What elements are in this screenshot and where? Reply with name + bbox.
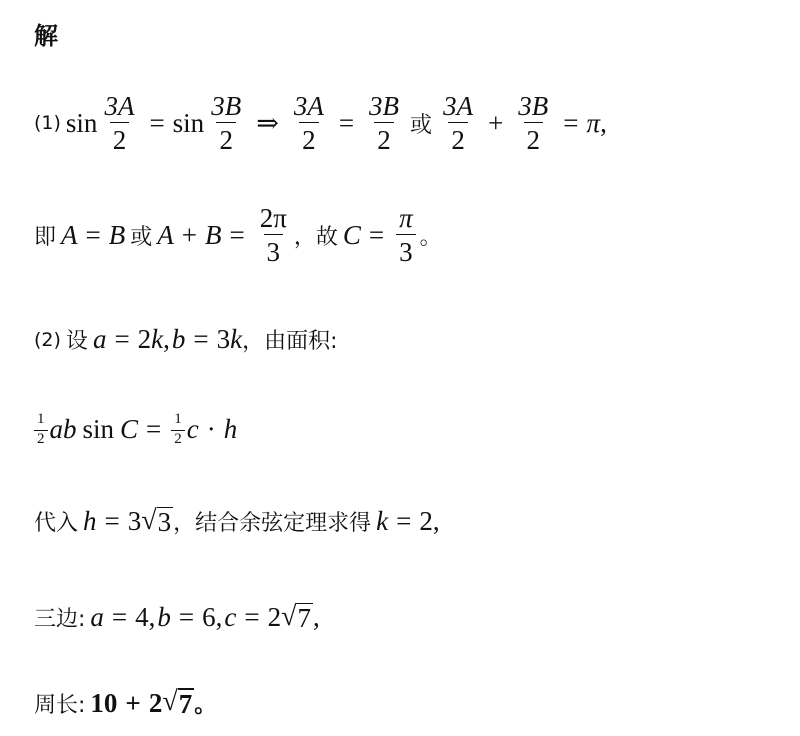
dot-operator: · [206,414,216,445]
fraction-3b-over-2: $\frac{3B}{2}$ [518,91,549,156]
period: 。 [194,693,217,718]
equation-line-4 [34,412,237,448]
var-ab: ab [49,414,77,445]
var-a: A [61,219,78,250]
equals-sign: = [149,107,165,138]
equals-sign: = [85,219,101,250]
square-root-3: √ 3 [141,504,172,537]
implies-arrow: ⇒ [256,107,279,138]
equation-line-6: 三边: a = 4 , b = 6 , c = 2 √ 7 , [34,600,320,633]
equals-sign: = [178,602,195,632]
equals-sign: = [244,602,260,632]
equals-sign: = [396,506,412,536]
perimeter-label: 周长: [34,693,86,718]
sin-function: sin [172,107,205,138]
equals-sign: = [104,506,120,536]
equation-line-3: (2) 设 a = 2 k , b = 3 k ，由面积: [34,324,338,354]
fraction-3b-over-2: $\frac{3B}{2}$ [369,91,400,156]
square-root-7: √ 7 [281,600,311,633]
pi-symbol: π [586,107,601,138]
solution-heading: 解 [34,22,58,50]
var-c-lower: c [186,414,199,445]
plus-sign: + [125,688,141,718]
part-label: (2) [34,328,61,351]
or-word: 或 [130,224,153,250]
fraction-3a-over-2: $\frac{3A}{2}$ [104,91,135,156]
sin-function: sin [65,107,98,138]
fraction-one-half: $\frac{1}{2}$ [34,412,48,448]
sin-function: sin [82,414,115,445]
var-a: A [157,219,174,250]
var-b: b [157,602,171,632]
var-k: k [376,506,389,536]
area-text: ，由面积: [242,329,338,354]
therefore-word: ，故 [293,224,338,250]
comma: , [600,107,607,138]
period: 。 [419,224,442,250]
or-word: 或 [410,112,433,138]
fraction-3a-over-2: $\frac{3A}{2}$ [443,91,474,156]
fraction-3a-over-2: $\frac{3A}{2}$ [293,91,324,156]
var-h: h [223,414,238,445]
equals-sign: = [338,107,355,138]
var-h: h [83,506,97,536]
plus-sign: + [181,219,197,250]
equals-sign: = [368,219,385,250]
substitute-word: 代入 [34,511,79,536]
equation-line-1 [34,92,607,155]
equals-sign: = [229,219,245,250]
plus-sign: + [488,107,504,138]
var-b: b [171,324,186,354]
var-b: B [108,219,126,250]
fraction-one-half: $\frac{1}{2}$ [171,412,185,448]
equals-sign: = [563,107,579,138]
var-b: B [205,219,222,250]
fraction-pi-over-3: $\frac{\pi}{3}$ [396,204,416,267]
var-c: C [342,219,361,250]
sides-label: 三边: [34,607,86,632]
ji-word: 即 [34,224,57,250]
var-c: c [224,602,237,632]
var-c: C [120,414,139,445]
equals-sign: = [111,602,128,632]
var-a: a [92,324,107,354]
equals-sign: = [146,414,162,445]
fraction-2pi-over-3: $\frac{2\pi}{3}$ [259,203,287,268]
var-a: a [90,602,104,632]
equation-line-2 [34,204,442,267]
part-label: (1) [34,112,61,135]
equation-line-7: 周长: 10 + 2 √ 7 。 [34,686,217,720]
equals-sign: = [114,324,130,354]
equation-line-5: 代入 h = 3 √ 3 ，结合余弦定理求得 k = 2 , [34,504,440,537]
square-root-7: √ 7 [162,686,193,720]
fraction-3b-over-2: $\frac{3B}{2}$ [211,91,242,156]
let-word: 设 [65,329,88,354]
equals-sign: = [193,324,209,354]
cosine-rule-text: ，结合余弦定理求得 [173,511,372,536]
